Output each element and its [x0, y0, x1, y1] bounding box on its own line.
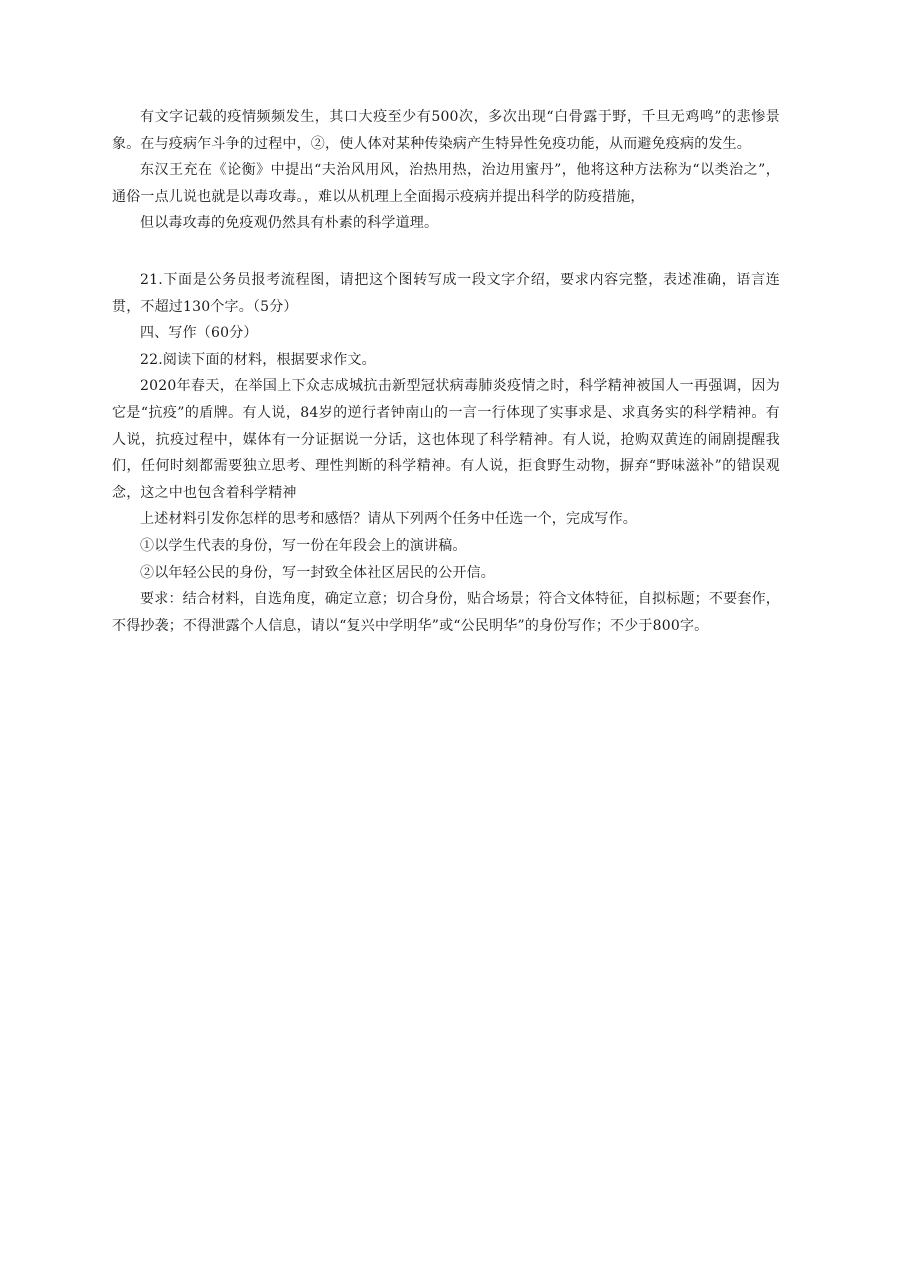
material-paragraph: 2020年春天，在举国上下众志成城抗击新型冠状病毒肺炎疫情之时，科学精神被国人一再强调，因为它是“抗疫”的盾牌。有人说，84岁的逆行者钟南山的一言一行体现了实事求是、求真务实的科学精神。有人说，抗疫过程中，媒体有一分证据说一分话，这也体现了科学精神。有人说，抢购双黄连的闹剧提醒我们，任何时刻都需要独立思考、理性判断的科学精神。有人说，拒食野生动物，摒弃“野味滋补”的错误观念，这之中也包含着科学精神 — [112, 378, 780, 501]
section-heading-writing: 四、写作（60分） — [140, 325, 258, 342]
question-22: 22.阅读下面的材料，根据要求作文。 — [140, 351, 376, 368]
passage-paragraph-2: 东汉王充在《论衡》中提出“夫治风用风，治热用热，治边用蜜丹”，他将这种方法称为“以类治之”，通俗一点儿说也就是以毒攻毒。，难以从机理上全面揭示疫病并提出科学的防疫措施， — [112, 162, 780, 205]
question-21: 21.下面是公务员报考流程图，请把这个图转写成一段文字介绍，要求内容完整，表述准确，语言连贯，不超过130个字。（5分） — [112, 271, 780, 315]
task-prompt: 上述材料引发你怎样的思考和感悟？请从下列两个任务中任选一个，完成写作。 — [140, 511, 637, 528]
passage-paragraph-3: 但以毒攻毒的免疫观仍然具有朴素的科学道理。 — [140, 215, 439, 232]
task-option-2: ②以年轻公民的身份，写一封致全体社区居民的公开信。 — [140, 564, 495, 581]
document-body — [112, 104, 780, 639]
passage-paragraph-1: 有文字记载的疫情频频发生，其口大疫至少有500次，多次出现“白骨露于野，千旦无鸡鸣”的悲惨景象。在与疫病乍斗争的过程中，②，使人体对某种传染病产生特异性免疫功能，从而避免疫病的发生。 — [112, 109, 780, 152]
task-option-1: ①以学生代表的身份，写一份在年段会上的演讲稿。 — [140, 537, 467, 554]
section-spacer — [112, 237, 780, 267]
requirements-paragraph: 要求：结合材料，自选角度，确定立意；切合身份，贴合场景；符合文体特征，自拟标题；不要套作，不得抄袭；不得泄露个人信息，请以“复兴中学明华”或“公民明华”的身份写作；不少于800字。 — [112, 591, 780, 634]
